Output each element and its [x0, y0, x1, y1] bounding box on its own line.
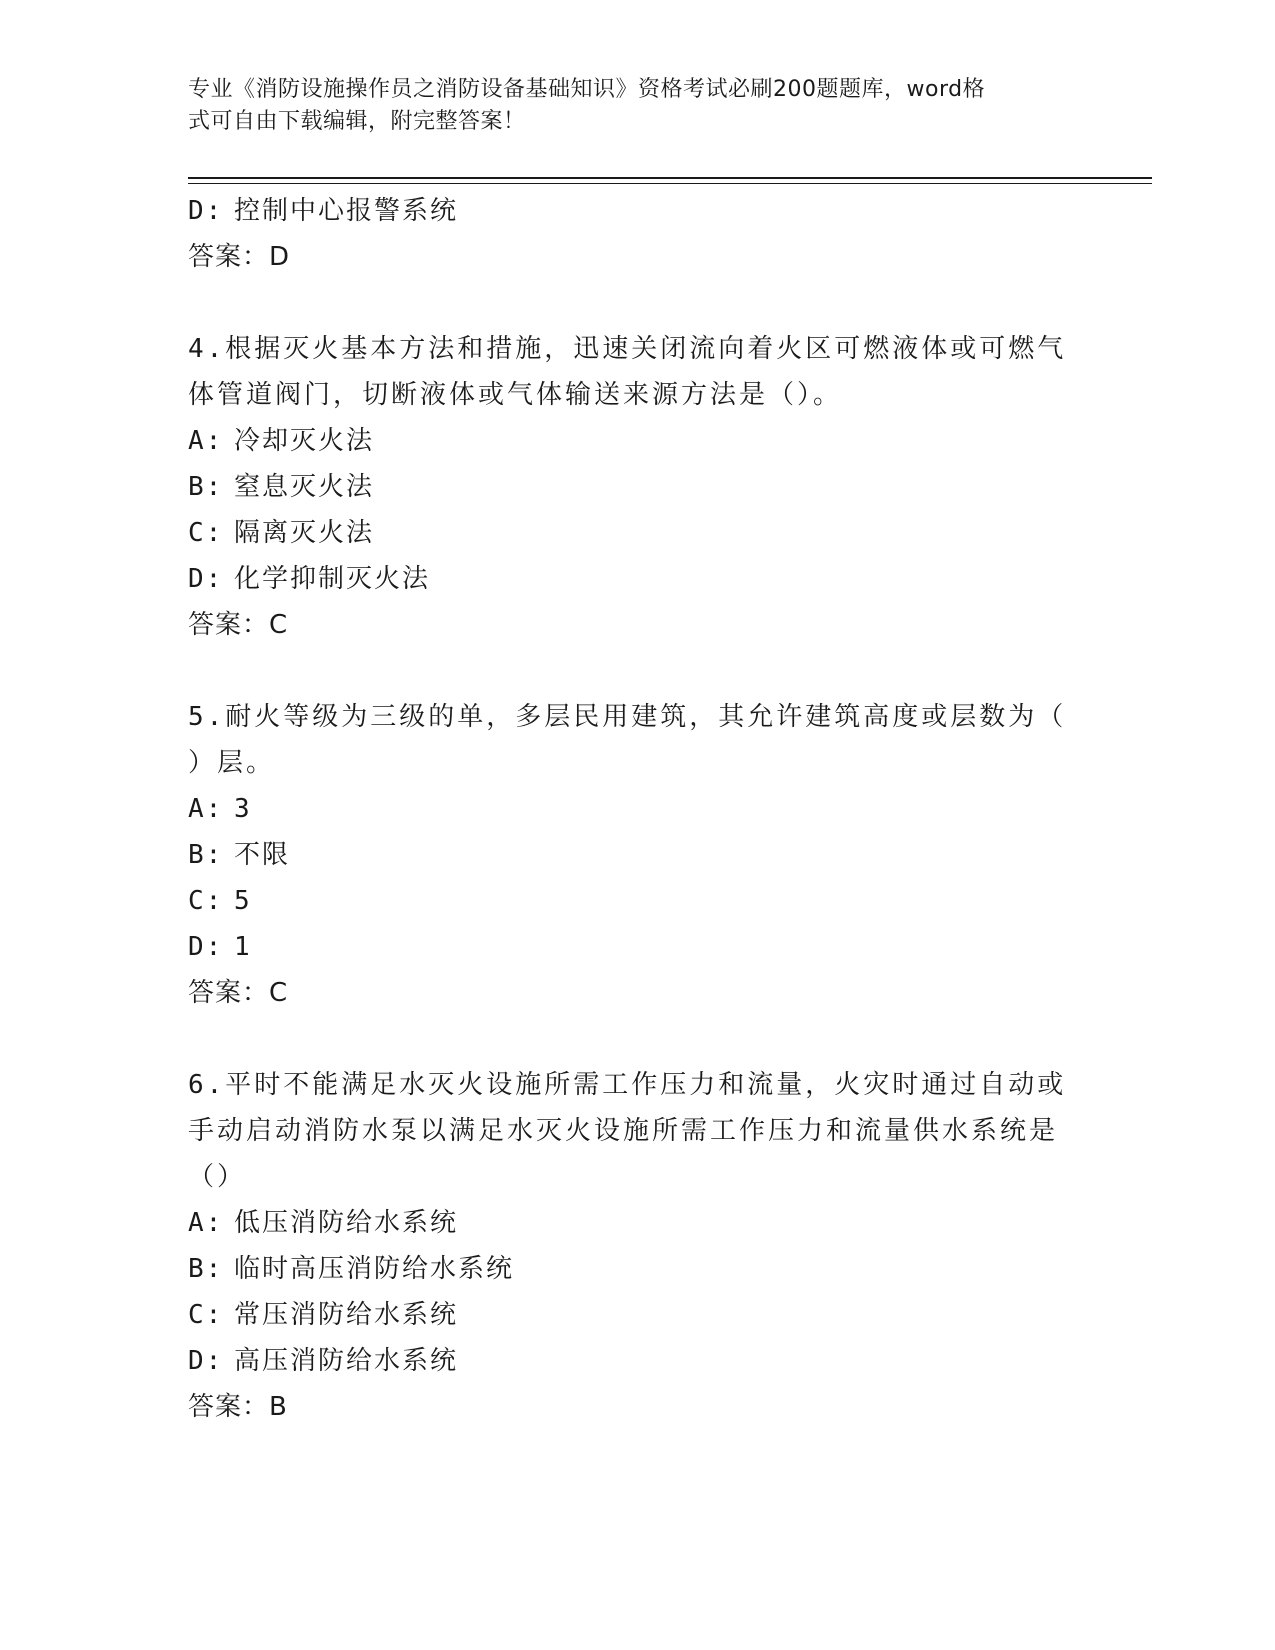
q6-answer: 答案：B [188, 1392, 288, 1422]
q4-option-d-text: 化学抑制灭火法 [234, 564, 431, 594]
q6-option-a-key: A: [188, 1208, 224, 1238]
q6-stem [188, 1062, 1068, 1200]
q6-option-b-key: B: [188, 1254, 224, 1284]
q5-stem-line-2: ）层。 [188, 748, 276, 778]
q5-option-d-key: D: [188, 932, 224, 962]
q4-option-a-text: 冷却灭火法 [234, 426, 375, 456]
q5-option-c-text: 5 [234, 886, 252, 916]
q6-stem-line-3: （） [188, 1162, 247, 1192]
q4-option-d-key: D: [188, 564, 224, 594]
q5-option-c [188, 878, 1068, 924]
q4-option-a-key: A: [188, 426, 224, 456]
q5-stem-line-1: 5.耐火等级为三级的单，多层民用建筑，其允许建筑高度或层数为（ [188, 702, 1067, 732]
q6-option-d [188, 1338, 1068, 1384]
q5-option-d [188, 924, 1068, 970]
q4-option-b-key: B: [188, 472, 224, 502]
q5-answer: 答案：C [188, 978, 289, 1008]
q6-stem-line-1: 6.平时不能满足水灭火设施所需工作压力和流量，火灾时通过自动或 [188, 1070, 1067, 1100]
q5-stem [188, 694, 1068, 786]
q5-option-b-text: 不限 [234, 840, 291, 870]
q4-stem-line-1: 4.根据灭火基本方法和措施，迅速关闭流向着火区可燃液体或可燃气 [188, 334, 1067, 364]
q3-option-d [188, 188, 1068, 234]
spacer [188, 1016, 1068, 1062]
header-divider-thin [188, 183, 1152, 184]
q3-answer: 答案：D [188, 242, 291, 272]
q5-option-b-key: B: [188, 840, 224, 870]
q4-option-c-key: C: [188, 518, 224, 548]
spacer [188, 648, 1068, 694]
q6-option-a [188, 1200, 1068, 1246]
q5-option-a-key: A: [188, 794, 224, 824]
q6-stem-line-2: 手动启动消防水泵以满足水灭火设施所需工作压力和流量供水系统是 [188, 1116, 1059, 1146]
q5-option-b [188, 832, 1068, 878]
q4-option-b [188, 464, 1068, 510]
header-title-line-1: 专业《消防设施操作员之消防设备基础知识》资格考试必刷200题题库，word格 [188, 77, 986, 102]
q6-option-c-text: 常压消防给水系统 [234, 1300, 459, 1330]
q6-option-d-key: D: [188, 1346, 224, 1376]
q3-option-d-text: 控制中心报警系统 [234, 196, 459, 226]
q4-option-c-text: 隔离灭火法 [234, 518, 375, 548]
q5-option-c-key: C: [188, 886, 224, 916]
q6-option-c-key: C: [188, 1300, 224, 1330]
header-divider-thick [188, 177, 1152, 179]
q4-option-d [188, 556, 1068, 602]
q3-option-d-key: D: [188, 196, 224, 226]
q6-option-b [188, 1246, 1068, 1292]
q5-option-a [188, 786, 1068, 832]
q4-option-b-text: 窒息灭火法 [234, 472, 375, 502]
q4-option-a [188, 418, 1068, 464]
q4-stem-line-2: 体管道阀门，切断液体或气体输送来源方法是（）。 [188, 380, 843, 410]
header-title-line-2: 式可自由下载编辑，附完整答案！ [188, 109, 526, 134]
q6-option-a-text: 低压消防给水系统 [234, 1208, 459, 1238]
document-header [188, 74, 1068, 138]
q4-option-c [188, 510, 1068, 556]
q5-option-d-text: 1 [234, 932, 252, 962]
q6-option-b-text: 临时高压消防给水系统 [234, 1254, 515, 1284]
question-content [188, 188, 1068, 1430]
q5-option-a-text: 3 [234, 794, 252, 824]
q4-stem [188, 326, 1068, 418]
q6-option-c [188, 1292, 1068, 1338]
spacer [188, 280, 1068, 326]
q4-answer: 答案：C [188, 610, 289, 640]
q6-option-d-text: 高压消防给水系统 [234, 1346, 459, 1376]
